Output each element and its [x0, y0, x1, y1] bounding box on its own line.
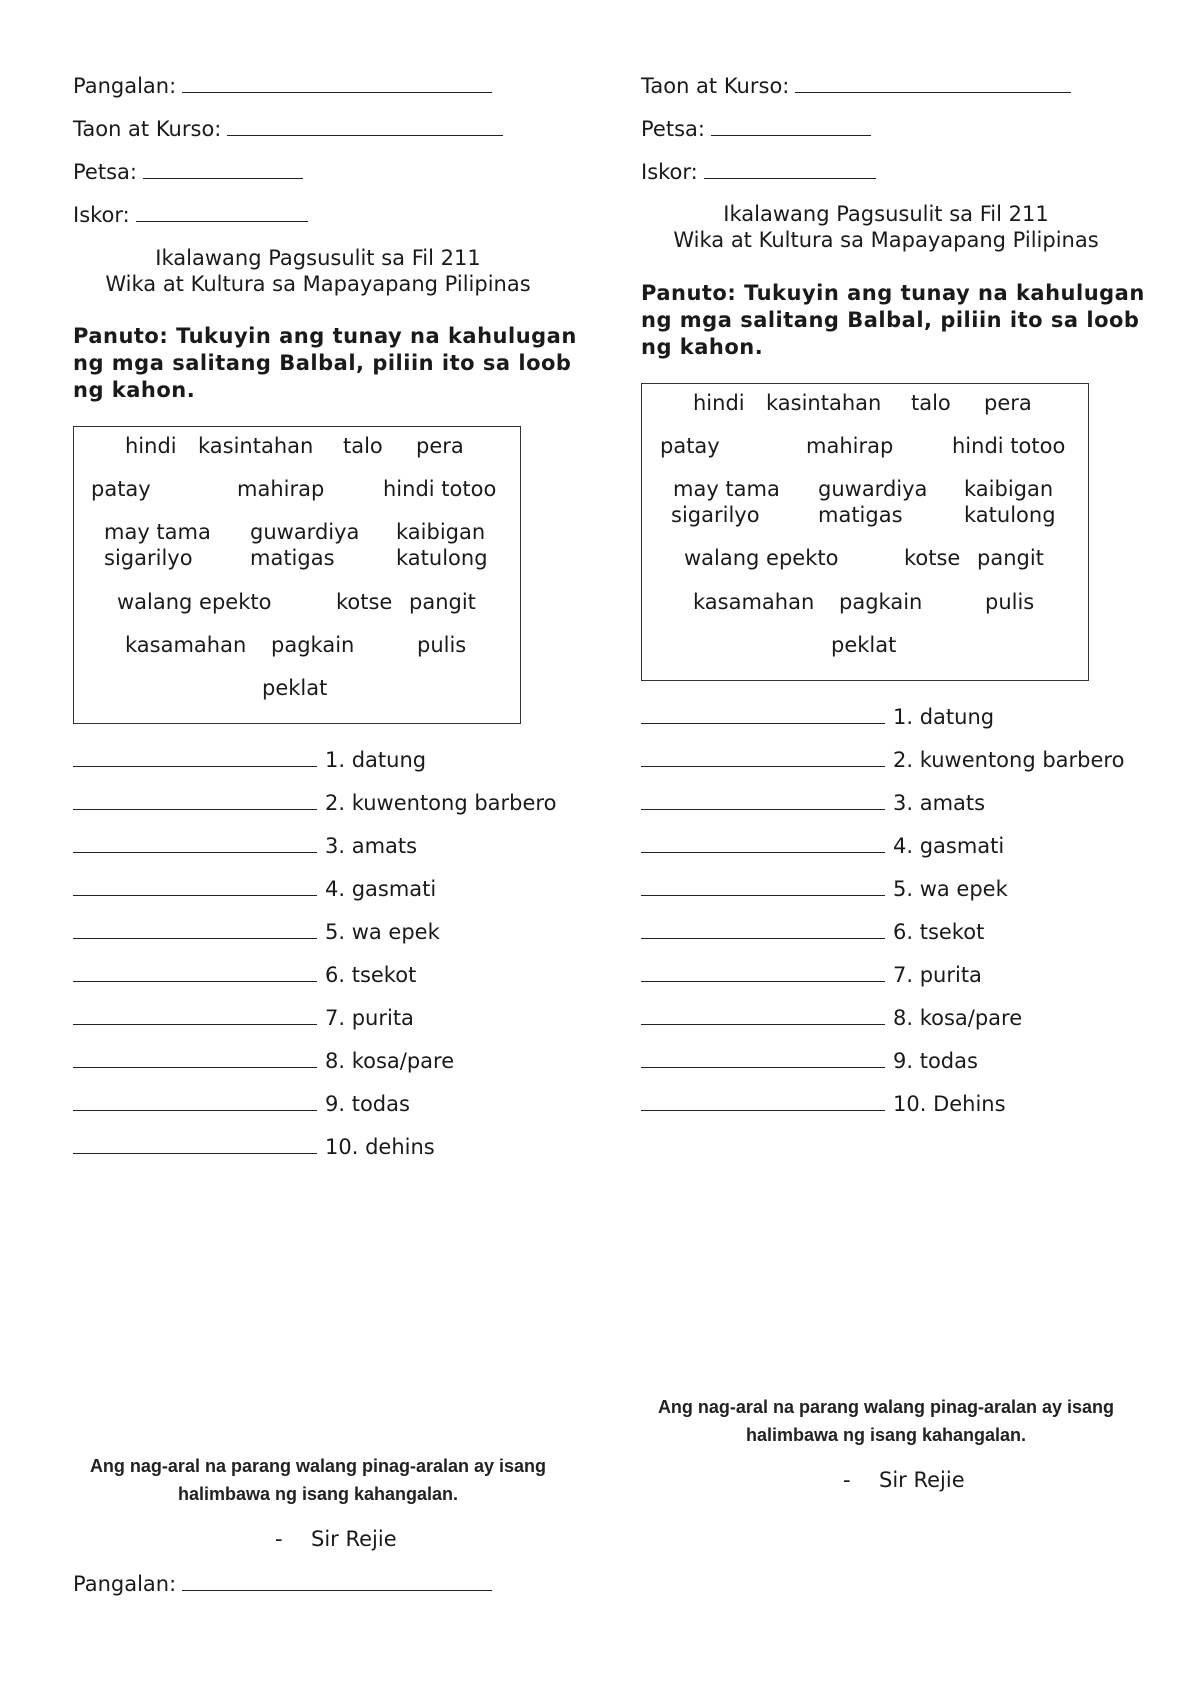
- signature: Sir Rejie: [311, 1527, 397, 1551]
- word-choice: patay: [91, 477, 151, 501]
- exam-subtitle: Wika at Kultura sa Mapayapang Pilipinas: [673, 228, 1099, 252]
- instructions-line: ng mga salitang Balbal, piliin ito sa loob: [73, 351, 572, 375]
- answer-blank[interactable]: [641, 746, 885, 767]
- word-choice: walang epekto: [117, 590, 272, 614]
- answer-item: [73, 789, 556, 816]
- item-term: 3. amats: [325, 834, 418, 858]
- item-term: 10. dehins: [325, 1135, 435, 1159]
- item-term: 6. tsekot: [325, 963, 417, 987]
- answer-item: [73, 832, 417, 859]
- name-label: Pangalan:: [73, 1572, 177, 1596]
- quote-line: Ang nag-aral na parang walang pinag-aralan ay isang: [89, 1456, 547, 1476]
- score-blank[interactable]: [704, 158, 876, 179]
- word-choice: pangit: [409, 590, 476, 614]
- exam-title: Ikalawang Pagsusulit sa Fil 211: [155, 246, 481, 270]
- item-term: 9. todas: [325, 1092, 410, 1116]
- answer-blank[interactable]: [73, 832, 317, 853]
- answer-blank[interactable]: [73, 961, 317, 982]
- answer-blank[interactable]: [73, 1090, 317, 1111]
- answer-blank[interactable]: [73, 918, 317, 939]
- word-choice: may tama: [104, 520, 211, 544]
- answer-blank[interactable]: [73, 1133, 317, 1154]
- answer-item: [73, 918, 440, 945]
- answer-blank[interactable]: [641, 1004, 885, 1025]
- answer-blank[interactable]: [641, 703, 885, 724]
- word-choice: pulis: [985, 590, 1035, 614]
- item-term: 5. wa epek: [325, 920, 440, 944]
- word-choice: pulis: [417, 633, 467, 657]
- answer-item: [641, 1090, 1006, 1117]
- answer-blank[interactable]: [73, 746, 317, 767]
- answer-item: [73, 1004, 414, 1031]
- item-term: 4. gasmati: [325, 877, 437, 901]
- score-field: [73, 201, 308, 228]
- item-term: 3. amats: [893, 791, 986, 815]
- word-choice: guwardiya: [250, 520, 360, 544]
- quote-line: halimbawa ng isang kahangalan.: [745, 1425, 1027, 1445]
- answer-item: [73, 1047, 454, 1074]
- word-choice: mahirap: [806, 434, 894, 458]
- year-course-blank[interactable]: [227, 115, 503, 136]
- instructions-line: ng mga salitang Balbal, piliin ito sa loob: [641, 308, 1140, 332]
- answer-blank[interactable]: [641, 789, 885, 810]
- answer-blank[interactable]: [641, 875, 885, 896]
- name-label: Pangalan:: [73, 74, 177, 98]
- answer-blank[interactable]: [641, 1047, 885, 1068]
- instructions-line: Panuto: Tukuyin ang tunay na kahulugan: [641, 281, 1145, 305]
- word-choice: pangit: [977, 546, 1044, 570]
- word-choice: may tama: [673, 477, 780, 501]
- answer-blank[interactable]: [641, 961, 885, 982]
- year-course-field: [641, 72, 1071, 99]
- name-field: [73, 72, 492, 99]
- year-course-blank[interactable]: [795, 72, 1071, 93]
- date-label: Petsa:: [641, 117, 705, 141]
- word-choice: pera: [416, 434, 464, 458]
- signature: Sir Rejie: [879, 1468, 965, 1492]
- word-choice: talo: [343, 434, 383, 458]
- word-choice: kasamahan: [693, 590, 815, 614]
- word-choice: hindi: [693, 391, 745, 415]
- answer-blank[interactable]: [73, 789, 317, 810]
- quote-line: halimbawa ng isang kahangalan.: [177, 1484, 459, 1504]
- word-choice: pagkain: [271, 633, 355, 657]
- answer-blank[interactable]: [73, 1004, 317, 1025]
- item-term: 5. wa epek: [893, 877, 1008, 901]
- word-choice: patay: [660, 434, 720, 458]
- answer-item: [641, 832, 1004, 859]
- answer-blank[interactable]: [73, 875, 317, 896]
- word-choice: pera: [984, 391, 1032, 415]
- word-choice: hindi totoo: [952, 434, 1066, 458]
- item-term: 4. gasmati: [893, 834, 1005, 858]
- word-choice: talo: [911, 391, 951, 415]
- item-term: 6. tsekot: [893, 920, 985, 944]
- answer-item: [641, 918, 984, 945]
- answer-item: [641, 746, 1124, 773]
- answer-item: [641, 789, 985, 816]
- answer-item: [73, 1090, 410, 1117]
- item-term: 2. kuwentong barbero: [893, 748, 1125, 772]
- score-label: Iskor:: [641, 160, 698, 184]
- signature-dash: -: [275, 1527, 283, 1551]
- instructions-line: Panuto: Tukuyin ang tunay na kahulugan: [73, 324, 577, 348]
- item-term: 7. purita: [325, 1006, 414, 1030]
- word-choice: kaibigan: [396, 520, 486, 544]
- footer-name-field: [73, 1570, 492, 1597]
- item-term: 9. todas: [893, 1049, 978, 1073]
- word-choice: mahirap: [237, 477, 325, 501]
- year-course-field: [73, 115, 503, 142]
- word-choice: pagkain: [839, 590, 923, 614]
- answer-blank[interactable]: [641, 1090, 885, 1111]
- word-choice: sigarilyo: [104, 546, 193, 570]
- date-field: [641, 115, 871, 142]
- answer-item: [641, 875, 1008, 902]
- instructions-line: ng kahon.: [73, 378, 196, 402]
- exam-title: Ikalawang Pagsusulit sa Fil 211: [723, 202, 1049, 226]
- year-course-label: Taon at Kurso:: [641, 74, 790, 98]
- word-choice: kaibigan: [964, 477, 1054, 501]
- answer-blank[interactable]: [641, 832, 885, 853]
- word-choice: peklat: [831, 633, 897, 657]
- signature-dash: -: [843, 1468, 851, 1492]
- name-blank[interactable]: [182, 72, 492, 93]
- score-label: Iskor:: [73, 203, 130, 227]
- year-course-label: Taon at Kurso:: [73, 117, 222, 141]
- word-choice: matigas: [818, 503, 903, 527]
- answer-blank[interactable]: [73, 1047, 317, 1068]
- answer-item: [73, 875, 436, 902]
- answer-item: [641, 1047, 978, 1074]
- date-field: [73, 158, 303, 185]
- word-choice: guwardiya: [818, 477, 928, 501]
- word-choice: kotse: [336, 590, 393, 614]
- word-choice: kasintahan: [766, 391, 882, 415]
- item-term: 7. purita: [893, 963, 982, 987]
- date-blank[interactable]: [711, 115, 871, 136]
- answer-item: [73, 961, 416, 988]
- item-term: 1. datung: [325, 748, 427, 772]
- answer-item: [73, 1133, 435, 1160]
- date-label: Petsa:: [73, 160, 137, 184]
- score-field: [641, 158, 876, 185]
- answer-item: [73, 746, 426, 773]
- answer-blank[interactable]: [641, 918, 885, 939]
- date-blank[interactable]: [143, 158, 303, 179]
- word-choice: hindi: [125, 434, 177, 458]
- word-choice: hindi totoo: [383, 477, 497, 501]
- name-blank[interactable]: [182, 1570, 492, 1591]
- word-choice: peklat: [262, 676, 328, 700]
- score-blank[interactable]: [136, 201, 308, 222]
- exam-subtitle: Wika at Kultura sa Mapayapang Pilipinas: [105, 272, 531, 296]
- item-term: 8. kosa/pare: [325, 1049, 455, 1073]
- word-choice: kasintahan: [198, 434, 314, 458]
- quote-line: Ang nag-aral na parang walang pinag-aralan ay isang: [657, 1397, 1115, 1417]
- answer-item: [641, 1004, 1022, 1031]
- item-term: 8. kosa/pare: [893, 1006, 1023, 1030]
- word-choice: matigas: [250, 546, 335, 570]
- word-choice: kotse: [904, 546, 961, 570]
- word-choice: walang epekto: [684, 546, 839, 570]
- word-choice: katulong: [396, 546, 488, 570]
- answer-item: [641, 703, 994, 730]
- instructions-line: ng kahon.: [641, 335, 764, 359]
- word-choice: kasamahan: [125, 633, 247, 657]
- word-choice: sigarilyo: [671, 503, 760, 527]
- item-term: 2. kuwentong barbero: [325, 791, 557, 815]
- item-term: 10. Dehins: [893, 1092, 1006, 1116]
- answer-item: [641, 961, 982, 988]
- item-term: 1. datung: [893, 705, 995, 729]
- word-choice: katulong: [964, 503, 1056, 527]
